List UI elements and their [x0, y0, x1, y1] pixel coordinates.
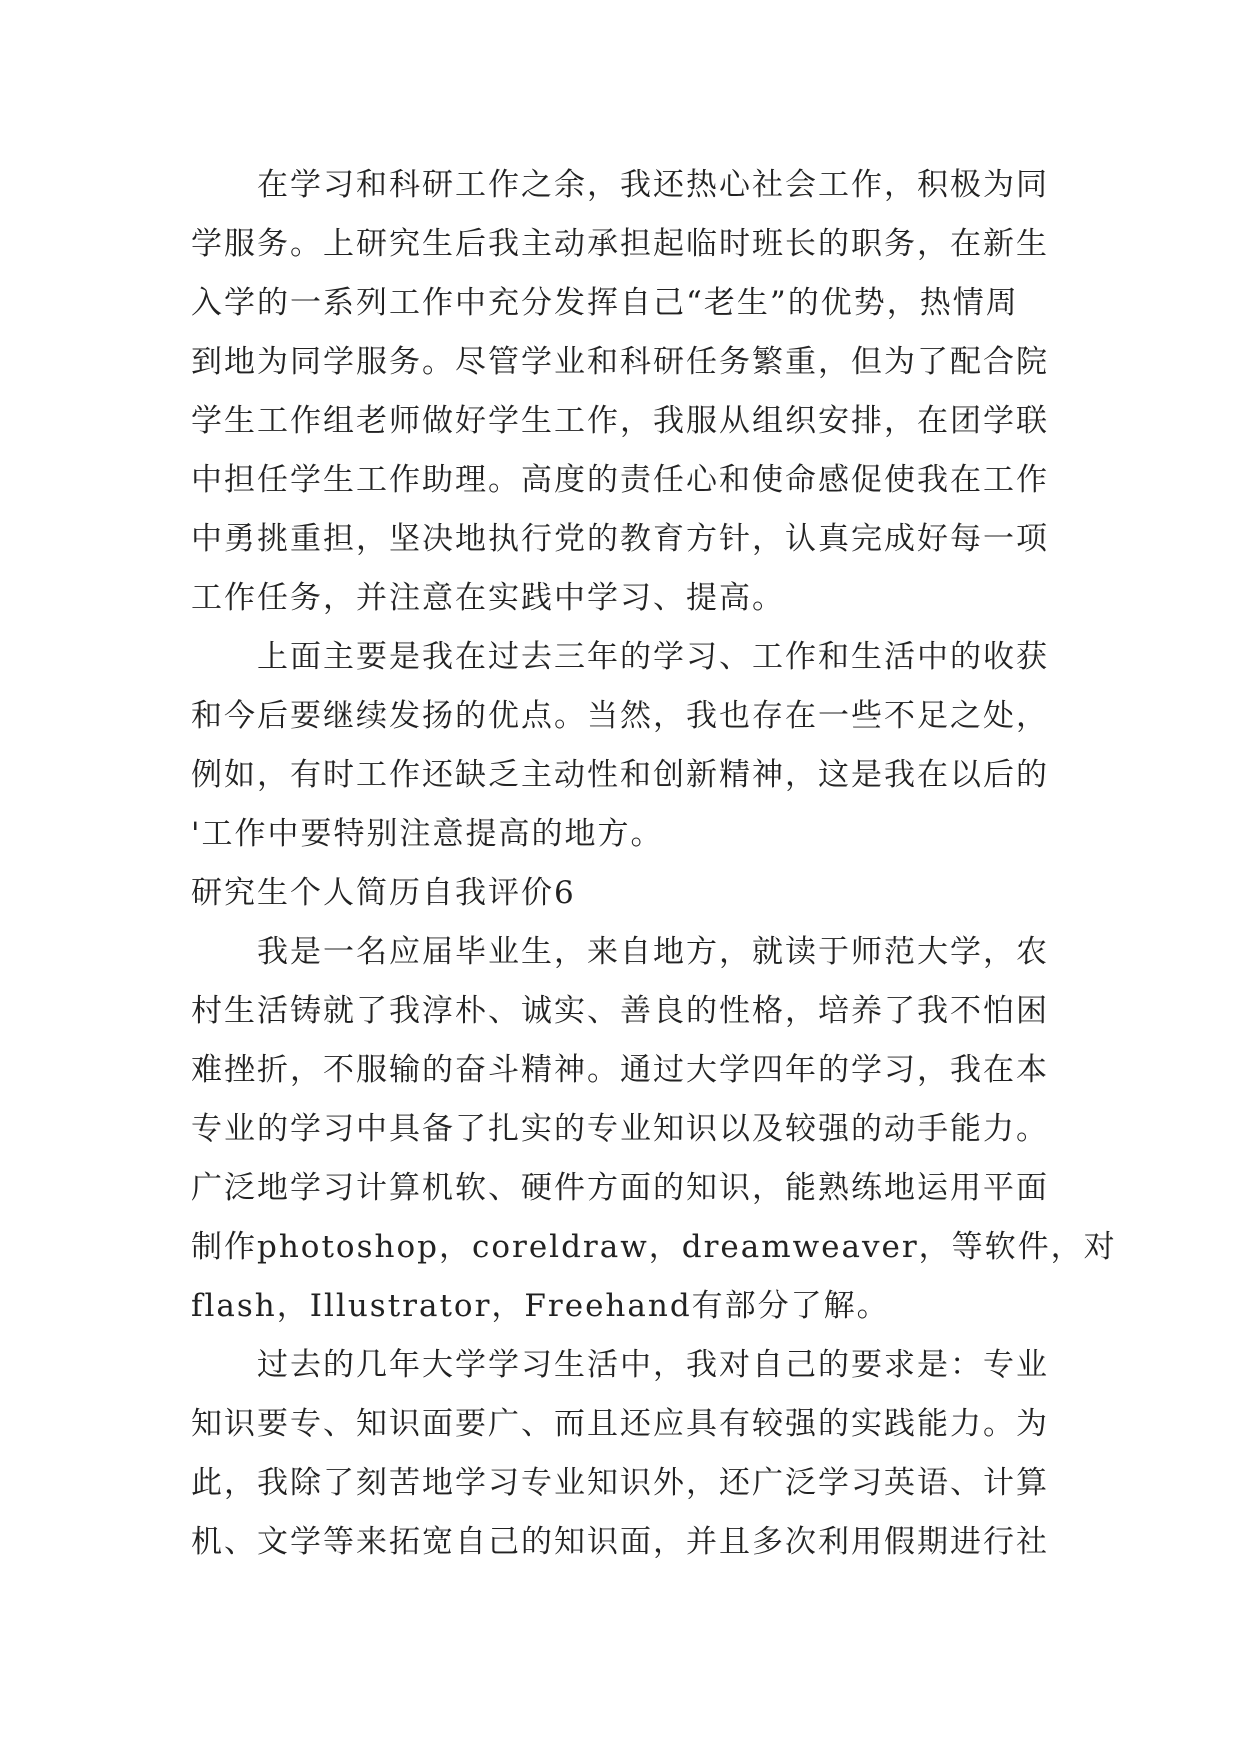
- text-line: 和今后要继续发扬的优点。当然，我也存在一些不足之处，: [191, 698, 1049, 734]
- text-line: 中担任学生工作助理。高度的责任心和使命感促使我在工作: [191, 462, 1049, 498]
- text-line: flash，Illustrator，Freehand有部分了解。: [191, 1288, 890, 1324]
- text-line: 制作photoshop，coreldraw，dreamweaver，等软件，对: [191, 1229, 1117, 1265]
- document-body: [191, 156, 1117, 1572]
- text-line: 知识要专、知识面要广、而且还应具有较强的实践能力。为: [191, 1406, 1049, 1442]
- text-line: 此，我除了刻苦地学习专业知识外，还广泛学习英语、计算: [191, 1465, 1049, 1501]
- text-line: 到地为同学服务。尽管学业和科研任务繁重，但为了配合院: [191, 344, 1049, 380]
- text-line: 广泛地学习计算机软、硬件方面的知识，能熟练地运用平面: [191, 1170, 1049, 1206]
- text-line: 学生工作组老师做好学生工作，我服从组织安排，在团学联: [191, 403, 1049, 439]
- text-line: 工作任务，并注意在实践中学习、提高。: [191, 580, 785, 616]
- text-line: '工作中要特别注意提高的地方。: [191, 816, 664, 852]
- text-line: 例如，有时工作还缺乏主动性和创新精神，这是我在以后的: [191, 757, 1049, 793]
- text-line: 入学的一系列工作中充分发挥自己“老生”的优势，热情周: [191, 285, 1019, 321]
- text-line: 在学习和科研工作之余，我还热心社会工作，积极为同: [257, 167, 1049, 203]
- text-line: 上面主要是我在过去三年的学习、工作和生活中的收获: [257, 639, 1049, 675]
- text-line: 难挫折，不服输的奋斗精神。通过大学四年的学习，我在本: [191, 1052, 1049, 1088]
- text-line: 学服务。上研究生后我主动承担起临时班长的职务，在新生: [191, 226, 1049, 262]
- text-line: 我是一名应届毕业生，来自地方，就读于师范大学，农: [257, 934, 1049, 970]
- text-line: 中勇挑重担，坚决地执行党的教育方针，认真完成好每一项: [191, 521, 1049, 557]
- text-line: 研究生个人简历自我评价6: [191, 875, 576, 911]
- text-line: 过去的几年大学学习生活中，我对自己的要求是：专业: [257, 1347, 1049, 1383]
- text-line: 机、文学等来拓宽自己的知识面，并且多次利用假期进行社: [191, 1524, 1049, 1560]
- text-line: 村生活铸就了我淳朴、诚实、善良的性格，培养了我不怕困: [191, 993, 1049, 1029]
- text-line: 专业的学习中具备了扎实的专业知识以及较强的动手能力。: [191, 1111, 1049, 1147]
